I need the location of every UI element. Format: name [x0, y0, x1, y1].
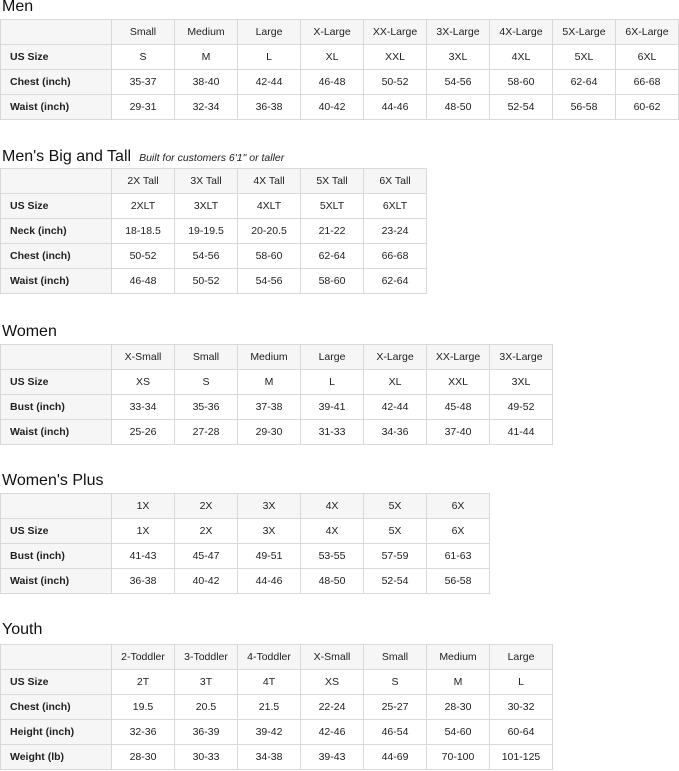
measurement-cell: L: [238, 45, 301, 70]
women-section-title: [2, 323, 57, 341]
table-row: [1, 745, 553, 770]
size-column-header: 5X Tall: [301, 169, 364, 194]
header-row: [1, 20, 679, 45]
measurement-cell: 6XL: [616, 45, 679, 70]
size-column-header: Small: [112, 20, 175, 45]
measurement-cell: 21.5: [238, 695, 301, 720]
measurement-cell: 60-62: [616, 95, 679, 120]
measurement-cell: 19-19.5: [175, 219, 238, 244]
table-row: [1, 70, 679, 95]
table-row: [1, 420, 553, 445]
size-column-header: 5X-Large: [553, 20, 616, 45]
size-column-header: 3X: [238, 494, 301, 519]
measurement-cell: 2T: [112, 670, 175, 695]
size-column-header: 5X: [364, 494, 427, 519]
men-size-table: [0, 19, 679, 120]
measurement-cell: 3XL: [427, 45, 490, 70]
measurement-cell: 56-58: [553, 95, 616, 120]
row-label: US Size: [1, 45, 112, 70]
measurement-cell: 58-60: [238, 244, 301, 269]
size-column-header: XX-Large: [364, 20, 427, 45]
measurement-cell: 45-47: [175, 544, 238, 569]
header-row: [1, 169, 427, 194]
measurement-cell: 49-52: [490, 395, 553, 420]
row-label: Chest (inch): [1, 70, 112, 95]
table-row: [1, 395, 553, 420]
measurement-cell: 48-50: [301, 569, 364, 594]
measurement-cell: 36-39: [175, 720, 238, 745]
section-title-text: Women's Plus: [2, 472, 104, 489]
measurement-cell: 54-56: [175, 244, 238, 269]
size-column-header: 2X Tall: [112, 169, 175, 194]
measurement-cell: 45-48: [427, 395, 490, 420]
row-label: Waist (inch): [1, 420, 112, 445]
table-row: [1, 544, 490, 569]
measurement-cell: 61-63: [427, 544, 490, 569]
measurement-cell: 53-55: [301, 544, 364, 569]
row-label: Height (inch): [1, 720, 112, 745]
measurement-cell: 36-38: [238, 95, 301, 120]
measurement-cell: L: [301, 370, 364, 395]
measurement-cell: 62-64: [553, 70, 616, 95]
corner-cell: [1, 20, 112, 45]
size-column-header: Large: [490, 645, 553, 670]
youth-section-title: [2, 621, 42, 639]
measurement-cell: 37-38: [238, 395, 301, 420]
measurement-cell: 101-125: [490, 745, 553, 770]
row-label: US Size: [1, 194, 112, 219]
measurement-cell: 50-52: [175, 269, 238, 294]
measurement-cell: 46-48: [112, 269, 175, 294]
table-row: [1, 194, 427, 219]
size-column-header: XX-Large: [427, 345, 490, 370]
table-row: [1, 519, 490, 544]
size-column-header: 3X Tall: [175, 169, 238, 194]
size-column-header: 4X Tall: [238, 169, 301, 194]
measurement-cell: 25-26: [112, 420, 175, 445]
measurement-cell: 44-46: [364, 95, 427, 120]
womens-plus-section-title: [2, 472, 103, 490]
row-label: US Size: [1, 370, 112, 395]
size-column-header: Small: [364, 645, 427, 670]
measurement-cell: 39-43: [301, 745, 364, 770]
measurement-cell: 41-43: [112, 544, 175, 569]
measurement-cell: 4T: [238, 670, 301, 695]
measurement-cell: 42-46: [301, 720, 364, 745]
row-label: Waist (inch): [1, 269, 112, 294]
size-column-header: 2X: [175, 494, 238, 519]
mens-big-tall-section-title: [2, 148, 284, 166]
measurement-cell: 44-69: [364, 745, 427, 770]
size-column-header: Large: [301, 345, 364, 370]
size-column-header: 4-Toddler: [238, 645, 301, 670]
measurement-cell: 41-44: [490, 420, 553, 445]
measurement-cell: 5XL: [553, 45, 616, 70]
size-column-header: 3X-Large: [427, 20, 490, 45]
row-label: Weight (lb): [1, 745, 112, 770]
measurement-cell: 62-64: [301, 244, 364, 269]
table-row: [1, 670, 553, 695]
measurement-cell: XXL: [427, 370, 490, 395]
measurement-cell: 35-37: [112, 70, 175, 95]
measurement-cell: 30-33: [175, 745, 238, 770]
corner-cell: [1, 494, 112, 519]
size-column-header: 3X-Large: [490, 345, 553, 370]
measurement-cell: 37-40: [427, 420, 490, 445]
measurement-cell: 33-34: [112, 395, 175, 420]
measurement-cell: 6X: [427, 519, 490, 544]
measurement-cell: 5X: [364, 519, 427, 544]
measurement-cell: 38-40: [175, 70, 238, 95]
measurement-cell: 18-18.5: [112, 219, 175, 244]
size-column-header: Large: [238, 20, 301, 45]
row-label: Bust (inch): [1, 395, 112, 420]
measurement-cell: S: [112, 45, 175, 70]
size-column-header: X-Small: [112, 345, 175, 370]
table-row: [1, 45, 679, 70]
size-column-header: X-Small: [301, 645, 364, 670]
size-column-header: 4X-Large: [490, 20, 553, 45]
size-column-header: Medium: [427, 645, 490, 670]
measurement-cell: 52-54: [490, 95, 553, 120]
measurement-cell: 31-33: [301, 420, 364, 445]
header-row: [1, 345, 553, 370]
row-label: Chest (inch): [1, 244, 112, 269]
measurement-cell: M: [175, 45, 238, 70]
measurement-cell: 28-30: [112, 745, 175, 770]
measurement-cell: 3X: [238, 519, 301, 544]
measurement-cell: L: [490, 670, 553, 695]
row-label: Chest (inch): [1, 695, 112, 720]
header-row: [1, 494, 490, 519]
size-column-header: 2-Toddler: [112, 645, 175, 670]
womens-plus-size-table: [0, 493, 490, 594]
measurement-cell: 3T: [175, 670, 238, 695]
measurement-cell: 32-34: [175, 95, 238, 120]
measurement-cell: 42-44: [238, 70, 301, 95]
measurement-cell: 34-36: [364, 420, 427, 445]
measurement-cell: 28-30: [427, 695, 490, 720]
size-column-header: 6X: [427, 494, 490, 519]
header-row: [1, 645, 553, 670]
measurement-cell: 2X: [175, 519, 238, 544]
table-row: [1, 720, 553, 745]
size-column-header: 1X: [112, 494, 175, 519]
measurement-cell: 5XLT: [301, 194, 364, 219]
corner-cell: [1, 645, 112, 670]
measurement-cell: 54-60: [427, 720, 490, 745]
measurement-cell: 23-24: [364, 219, 427, 244]
women-size-table: [0, 344, 553, 445]
measurement-cell: 19.5: [112, 695, 175, 720]
measurement-cell: S: [364, 670, 427, 695]
section-title-text: Youth: [2, 621, 43, 638]
size-column-header: 3-Toddler: [175, 645, 238, 670]
measurement-cell: 49-51: [238, 544, 301, 569]
measurement-cell: 39-41: [301, 395, 364, 420]
men-section-title: [2, 0, 33, 16]
measurement-cell: XL: [301, 45, 364, 70]
measurement-cell: 36-38: [112, 569, 175, 594]
corner-cell: [1, 169, 112, 194]
measurement-cell: 52-54: [364, 569, 427, 594]
measurement-cell: 62-64: [364, 269, 427, 294]
measurement-cell: 4XL: [490, 45, 553, 70]
table-row: [1, 269, 427, 294]
measurement-cell: XS: [301, 670, 364, 695]
measurement-cell: 22-24: [301, 695, 364, 720]
row-label: Waist (inch): [1, 569, 112, 594]
measurement-cell: 29-31: [112, 95, 175, 120]
table-row: [1, 695, 553, 720]
measurement-cell: 4XLT: [238, 194, 301, 219]
section-note: Built for customers 6'1" or taller: [139, 152, 285, 164]
measurement-cell: 20.5: [175, 695, 238, 720]
size-column-header: Medium: [238, 345, 301, 370]
table-row: [1, 219, 427, 244]
measurement-cell: 35-36: [175, 395, 238, 420]
size-column-header: 6X-Large: [616, 20, 679, 45]
measurement-cell: 1X: [112, 519, 175, 544]
measurement-cell: M: [238, 370, 301, 395]
measurement-cell: 60-64: [490, 720, 553, 745]
row-label: Bust (inch): [1, 544, 112, 569]
size-column-header: X-Large: [364, 345, 427, 370]
size-column-header: 4X: [301, 494, 364, 519]
measurement-cell: 32-36: [112, 720, 175, 745]
row-label: US Size: [1, 670, 112, 695]
section-title-text: Men: [2, 0, 34, 15]
measurement-cell: 44-46: [238, 569, 301, 594]
youth-size-table: [0, 644, 553, 770]
measurement-cell: M: [427, 670, 490, 695]
measurement-cell: 3XLT: [175, 194, 238, 219]
measurement-cell: XXL: [364, 45, 427, 70]
measurement-cell: 29-30: [238, 420, 301, 445]
measurement-cell: 30-32: [490, 695, 553, 720]
measurement-cell: 39-42: [238, 720, 301, 745]
measurement-cell: 46-48: [301, 70, 364, 95]
measurement-cell: 25-27: [364, 695, 427, 720]
measurement-cell: 50-52: [364, 70, 427, 95]
size-column-header: X-Large: [301, 20, 364, 45]
measurement-cell: 66-68: [616, 70, 679, 95]
measurement-cell: 40-42: [175, 569, 238, 594]
measurement-cell: 54-56: [238, 269, 301, 294]
measurement-cell: 34-38: [238, 745, 301, 770]
size-column-header: Medium: [175, 20, 238, 45]
size-column-header: 6X Tall: [364, 169, 427, 194]
corner-cell: [1, 345, 112, 370]
table-row: [1, 370, 553, 395]
measurement-cell: 6XLT: [364, 194, 427, 219]
section-title-text: Women: [2, 323, 57, 340]
measurement-cell: XL: [364, 370, 427, 395]
table-row: [1, 569, 490, 594]
measurement-cell: 70-100: [427, 745, 490, 770]
measurement-cell: 42-44: [364, 395, 427, 420]
measurement-cell: 58-60: [490, 70, 553, 95]
table-row: [1, 95, 679, 120]
measurement-cell: 3XL: [490, 370, 553, 395]
measurement-cell: 20-20.5: [238, 219, 301, 244]
measurement-cell: 56-58: [427, 569, 490, 594]
measurement-cell: 48-50: [427, 95, 490, 120]
measurement-cell: 46-54: [364, 720, 427, 745]
measurement-cell: 66-68: [364, 244, 427, 269]
measurement-cell: 50-52: [112, 244, 175, 269]
measurement-cell: 58-60: [301, 269, 364, 294]
table-row: [1, 244, 427, 269]
mens-big-tall-size-table: [0, 168, 427, 294]
measurement-cell: 2XLT: [112, 194, 175, 219]
measurement-cell: 40-42: [301, 95, 364, 120]
size-column-header: Small: [175, 345, 238, 370]
section-title-text: Men's Big and Tall: [2, 148, 132, 165]
row-label: Waist (inch): [1, 95, 112, 120]
measurement-cell: 27-28: [175, 420, 238, 445]
measurement-cell: XS: [112, 370, 175, 395]
row-label: US Size: [1, 519, 112, 544]
measurement-cell: 4X: [301, 519, 364, 544]
measurement-cell: 54-56: [427, 70, 490, 95]
measurement-cell: S: [175, 370, 238, 395]
measurement-cell: 57-59: [364, 544, 427, 569]
row-label: Neck (inch): [1, 219, 112, 244]
measurement-cell: 21-22: [301, 219, 364, 244]
